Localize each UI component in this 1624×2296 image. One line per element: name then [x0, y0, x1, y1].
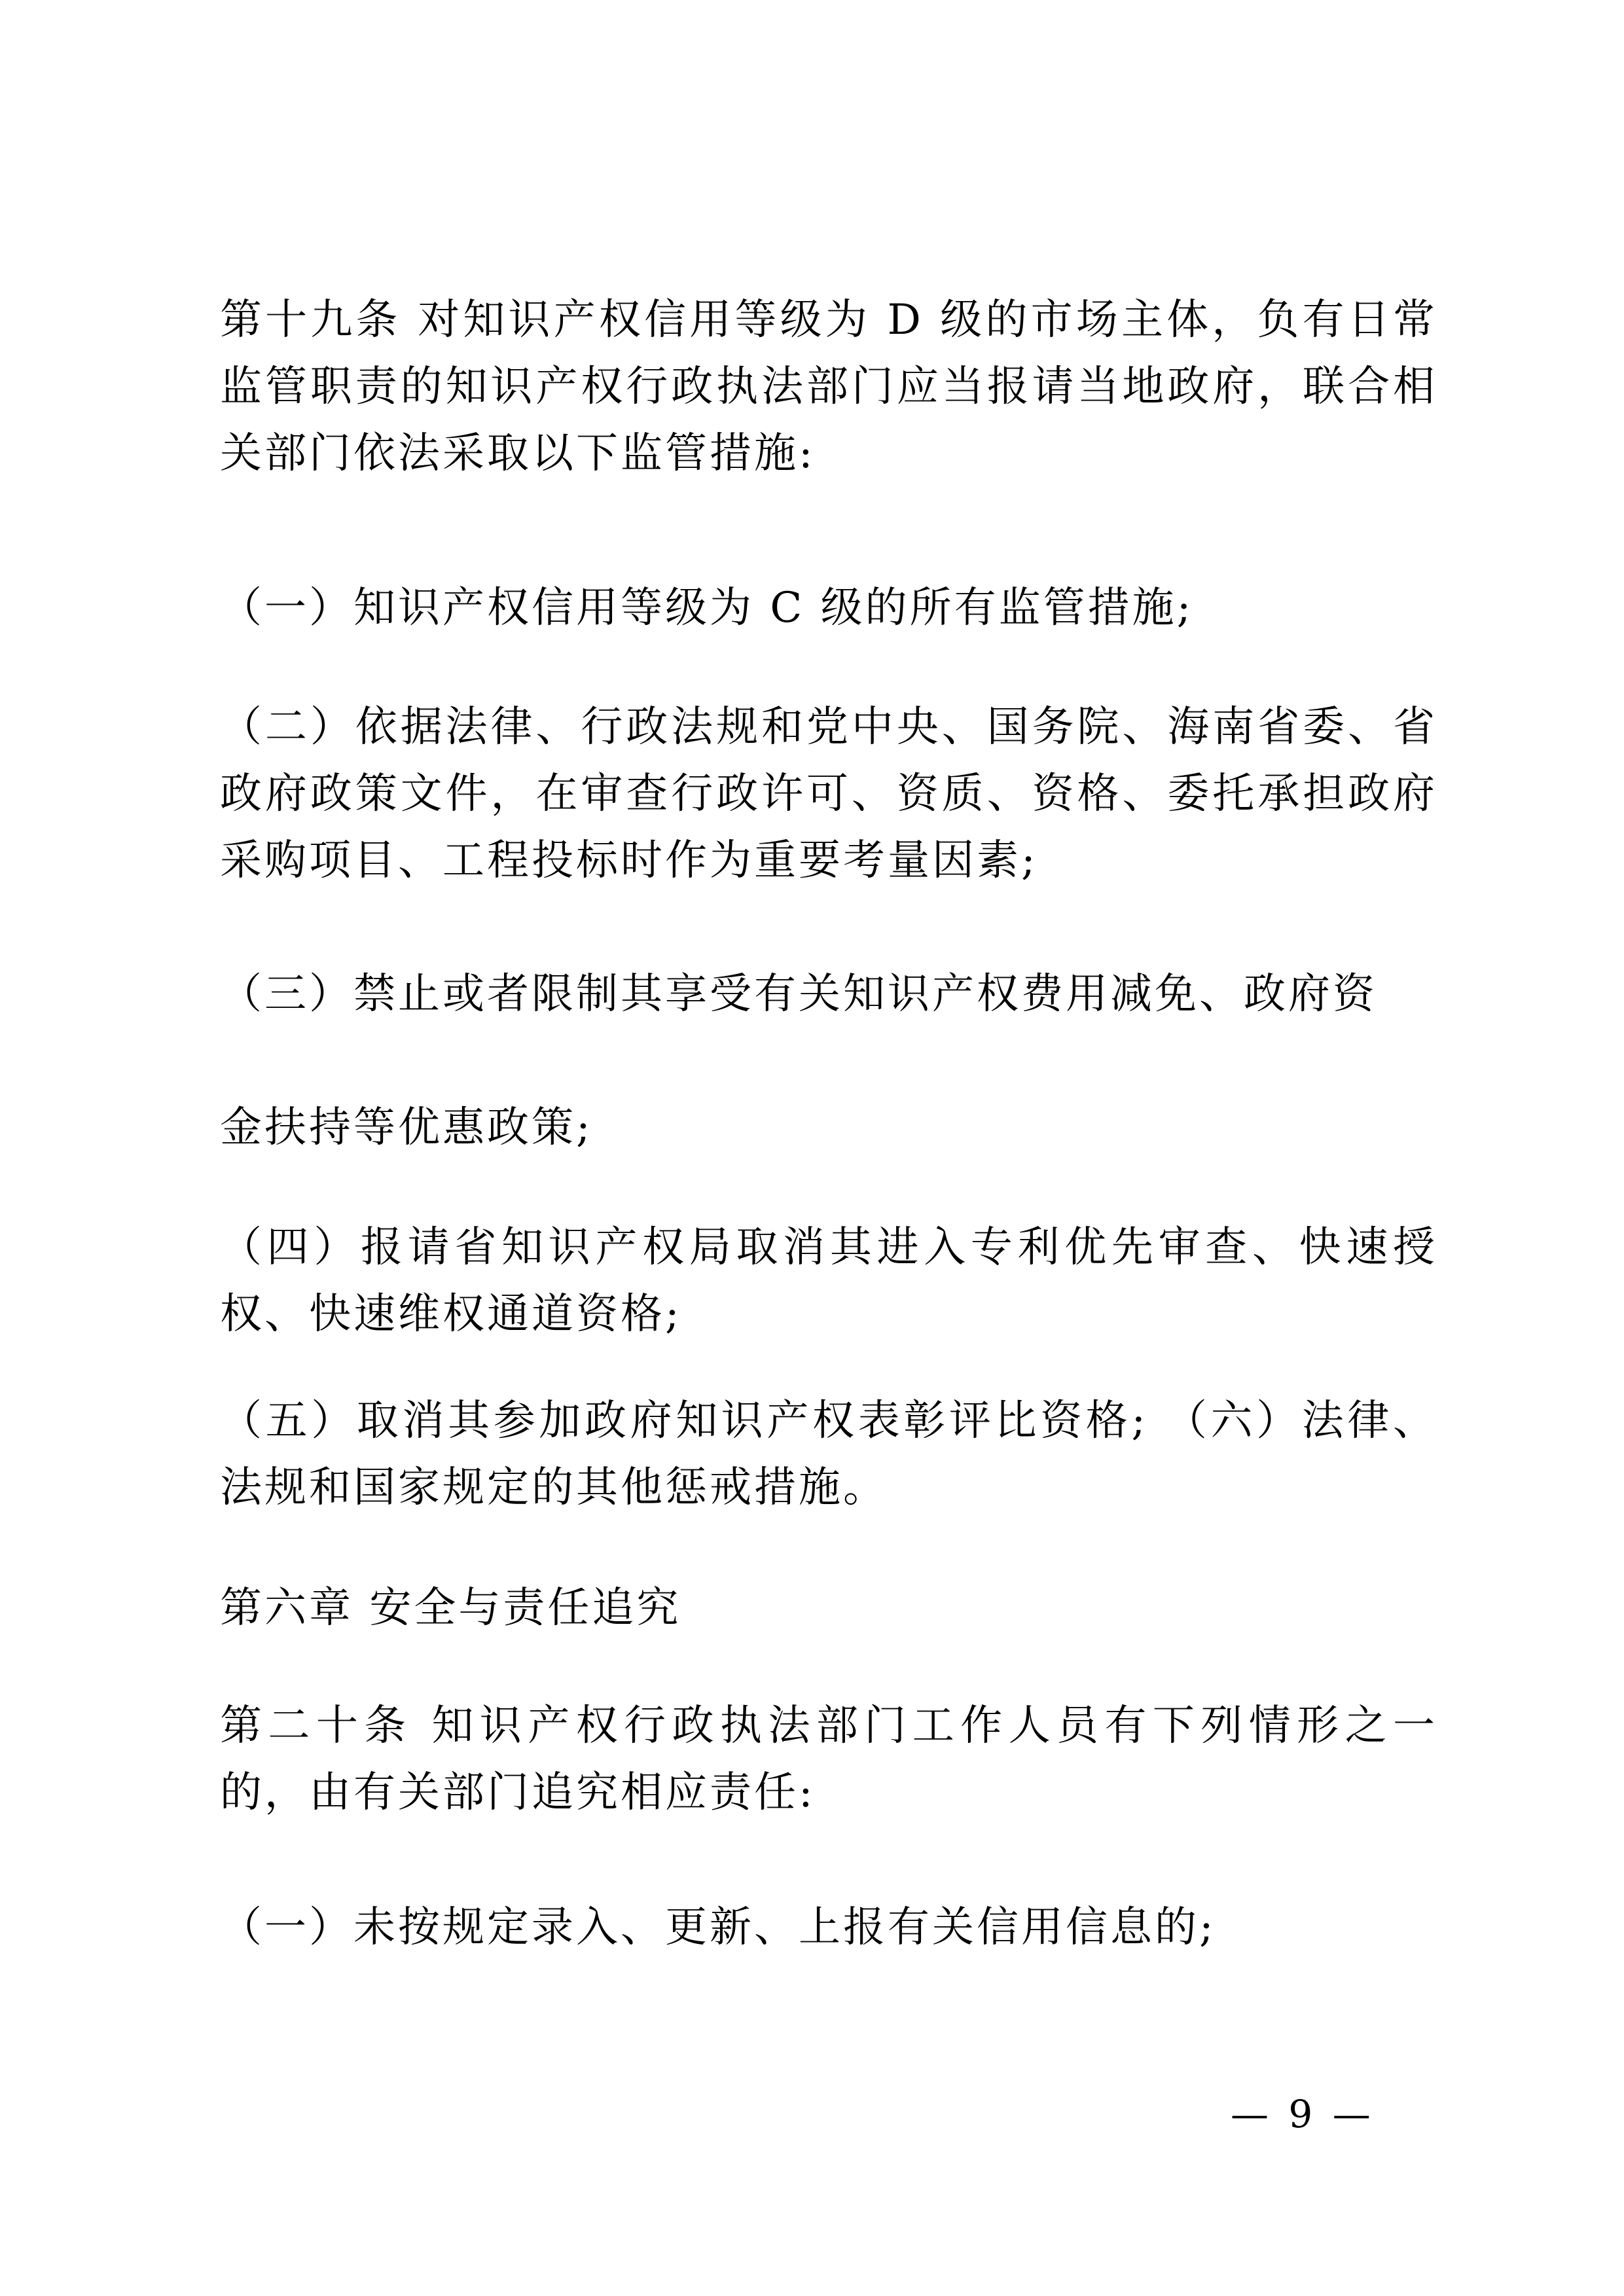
item-4-paragraph: （四）报请省知识产权局取消其进入专利优先审查、快速授权、快速维权通道资格;	[220, 1223, 1437, 1338]
article-19-paragraph: 第十九条 对知识产权信用等级为 D 级的市场主体，负有日常监管职责的知识产权行政执法部门应当报请当地政府，联合相关部门依法采取以下监管措施:	[220, 296, 1437, 478]
article-20-paragraph: 第二十条 知识产权行政执法部门工作人员有下列情形之一的，由有关部门追究相应责任:	[220, 1702, 1437, 1817]
item-1-paragraph: （一）知识产权信用等级为 C 级的所有监管措施;	[220, 584, 1194, 632]
chapter-6-heading: 第六章 安全与责任追究	[220, 1584, 681, 1632]
page-number: — 9 —	[1231, 2092, 1375, 2136]
item-5-6-paragraph: （五）取消其参加政府知识产权表彰评比资格; （六）法律、法规和国家规定的其他惩戒措施。	[220, 1397, 1437, 1512]
item-2-paragraph: （二）依据法律、行政法规和党中央、国务院、海南省委、省政府政策文件，在审查行政许可、资质、资格、委托承担政府采购项目、工程投标时作为重要考量因素;	[220, 703, 1437, 885]
article-20-item-1-paragraph: （一）未按规定录入、更新、上报有关信用信息的;	[220, 1903, 1216, 1952]
item-3-paragraph-line2: 金扶持等优惠政策;	[220, 1103, 593, 1152]
item-3-paragraph-line1: （三）禁止或者限制其享受有关知识产权费用减免、政府资	[220, 970, 1377, 1018]
